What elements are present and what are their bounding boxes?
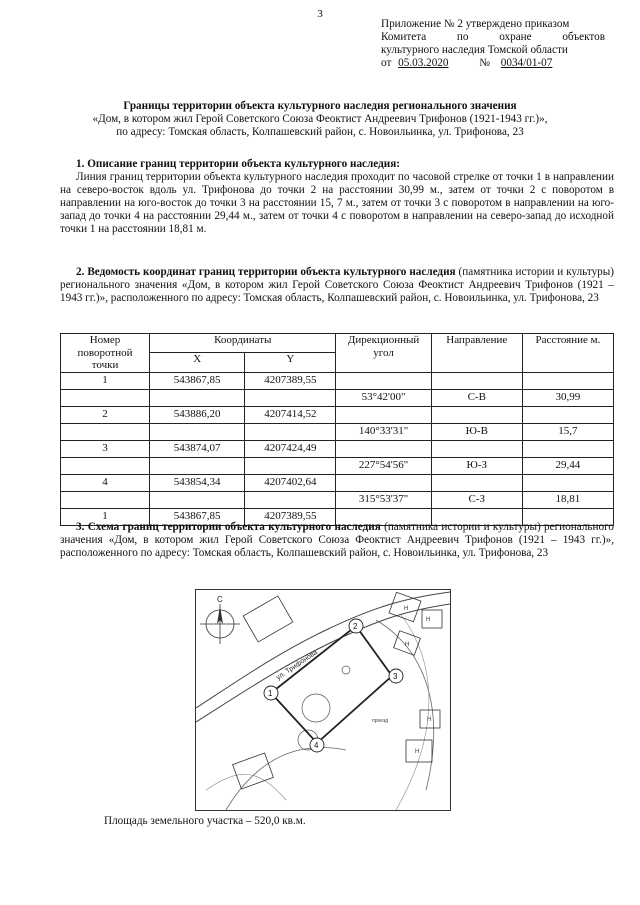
cell-distance: [522, 372, 613, 389]
appendix-stamp: [381, 18, 605, 70]
appendix-date-line: [381, 57, 605, 70]
cell-point: [61, 457, 150, 474]
cell-direction: С-З: [431, 491, 522, 508]
table-row: [61, 440, 614, 457]
building-label: Н: [427, 717, 432, 723]
cell-y: [245, 423, 336, 440]
title-line-3: по адресу: Томская область, Колпашевский район, с. Новоильинка, ул. Трифонова, 23: [116, 126, 524, 138]
building-label: Н: [415, 749, 420, 755]
cell-distance: 15,7: [522, 423, 613, 440]
cell-angle: 140°33'31": [336, 423, 431, 440]
street-label: ул. Трифонова: [275, 649, 319, 682]
boundary-point-4: [310, 738, 324, 752]
cell-angle: 227°54'56": [336, 457, 431, 474]
header-angle: Дирекционный угол: [336, 334, 431, 373]
cell-y: 4207389,55: [245, 372, 336, 389]
appendix-line-2: Комитета по охране объектов: [381, 31, 605, 43]
section-1: [60, 158, 614, 236]
cell-direction: С-В: [431, 389, 522, 406]
table-body: [61, 372, 614, 525]
table-row: [61, 491, 614, 508]
land-area: Площадь земельного участка – 520,0 кв.м.: [104, 815, 306, 827]
cell-direction: [431, 474, 522, 491]
section-3-heading: 3. Схема границ территории объекта культурного наследия: [76, 521, 381, 533]
zone-label: проезд: [372, 718, 389, 724]
header-direction: Направление: [431, 334, 522, 373]
cell-x: 543854,34: [150, 474, 245, 491]
appendix-line-1: Приложение № 2 утверждено приказом: [381, 18, 570, 30]
header-point: Номер поворотной точки: [61, 334, 150, 373]
cell-distance: [522, 440, 613, 457]
header-distance: Расстояние м.: [522, 334, 613, 373]
section-1-text: Линия границ территории объекта культурного наследия проходит по часовой стрелке от точки 1 в направлении на северо-восток вдоль ул. Трифонова до точки 2 на расстоянии 30,99 м., затем от точки 2 с поворотом в направлении на юго-восток до точки 3 на расстоянии 15, 7 м., затем от точки 3 с поворотом в направлении на юго-запад до точки 4 на расстоянии 29,44 м., затем от точки 4 с поворотом в направлении на северо-запад до исходной точки 1 на расстоянии 18,81 м.: [60, 171, 614, 235]
section-2: [60, 266, 614, 305]
section-2-heading: 2. Ведомость координат границ территории объекта культурного наследия: [76, 266, 456, 278]
cell-angle: [336, 474, 431, 491]
cell-y: 4207402,64: [245, 474, 336, 491]
document-title: [40, 100, 600, 139]
point-label: 4: [314, 741, 319, 750]
cell-direction: [431, 406, 522, 423]
boundary-point-2: [349, 619, 363, 633]
title-line-2: «Дом, в котором жил Герой Советского Союза Феоктист Андреевич Трифонов (1921-1943 гг.)»,: [92, 113, 548, 125]
cell-distance: 18,81: [522, 491, 613, 508]
header-coords: Координаты: [150, 334, 336, 353]
point-label: 3: [393, 672, 398, 681]
section-3-text: (памятника истории и культуры) регионального значения «Дом, в котором жил Герой Советского Союза Феоктист Андреевич Трифонов (1921 – 1943 гг.)», расположенного по адресу: Томская область, Колпашевский район, с. Новоильинка, ул. Трифонова, 23: [60, 521, 614, 559]
cell-angle: 53°42'00": [336, 389, 431, 406]
table-row: [61, 423, 614, 440]
cell-point: 3: [61, 440, 150, 457]
point-label: 2: [353, 622, 358, 631]
header-x: X: [150, 353, 245, 372]
title-line-1: Границы территории объекта культурного наследия регионального значения: [123, 100, 517, 112]
appendix-line-3: культурного наследия Томской области: [381, 44, 568, 56]
cell-x: 543867,85: [150, 508, 245, 525]
cell-angle: [336, 440, 431, 457]
cell-distance: 30,99: [522, 389, 613, 406]
boundary-scheme-map: [195, 589, 451, 811]
appendix-num-sign: №: [479, 57, 490, 69]
cell-distance: [522, 474, 613, 491]
table-row: [61, 474, 614, 491]
cell-x: 543886,20: [150, 406, 245, 423]
cell-y: [245, 457, 336, 474]
cell-x: [150, 457, 245, 474]
boundary-point-1: [264, 686, 278, 700]
table-row: [61, 389, 614, 406]
appendix-date: 05.03.2020: [398, 57, 449, 69]
cell-y: [245, 491, 336, 508]
cell-distance: 29,44: [522, 457, 613, 474]
cell-direction: [431, 440, 522, 457]
cell-point: 1: [61, 508, 150, 525]
cell-point: 4: [61, 474, 150, 491]
section-1-heading: 1. Описание границ территории объекта культурного наследия:: [76, 158, 400, 170]
coordinates-table: [60, 333, 614, 526]
table-row: [61, 457, 614, 474]
cell-point: [61, 423, 150, 440]
cell-y: 4207414,52: [245, 406, 336, 423]
page-number: 3: [317, 8, 323, 20]
cell-x: [150, 423, 245, 440]
section-2-text: (памятника истории и культуры) регионального значения «Дом, в котором жил Герой Советского Союза Феоктист Андреевич Трифонов (1921 – 1943 гг.)», расположенного по адресу: Томская область, Колпашевский район, с. Новоильинка, ул. Трифонова, 23: [60, 266, 615, 304]
cell-point: 2: [61, 406, 150, 423]
cell-y: 4207424,49: [245, 440, 336, 457]
section-3: [60, 521, 614, 560]
cell-y: [245, 389, 336, 406]
cell-angle: [336, 372, 431, 389]
cell-direction: [431, 372, 522, 389]
header-y: Y: [245, 353, 336, 372]
cell-direction: Ю-З: [431, 457, 522, 474]
boundary-point-3: [389, 669, 403, 683]
building-label: Н: [404, 606, 409, 612]
cell-x: [150, 491, 245, 508]
cell-point: [61, 491, 150, 508]
appendix-from: от: [381, 57, 392, 69]
cell-point: [61, 389, 150, 406]
cell-x: 543874,07: [150, 440, 245, 457]
cell-angle: 315°53'37": [336, 491, 431, 508]
table-row: [61, 406, 614, 423]
cell-y: 4207389,55: [245, 508, 336, 525]
building-label: Н: [426, 617, 431, 623]
cell-point: 1: [61, 372, 150, 389]
cell-x: [150, 389, 245, 406]
table-row: [61, 372, 614, 389]
north-label: С: [217, 595, 223, 604]
building-label: Н: [405, 642, 410, 648]
cell-angle: [336, 406, 431, 423]
point-label: 1: [268, 689, 273, 698]
appendix-number: 0034/01-07: [500, 57, 553, 69]
cell-direction: Ю-В: [431, 423, 522, 440]
cell-x: 543867,85: [150, 372, 245, 389]
cell-distance: [522, 406, 613, 423]
